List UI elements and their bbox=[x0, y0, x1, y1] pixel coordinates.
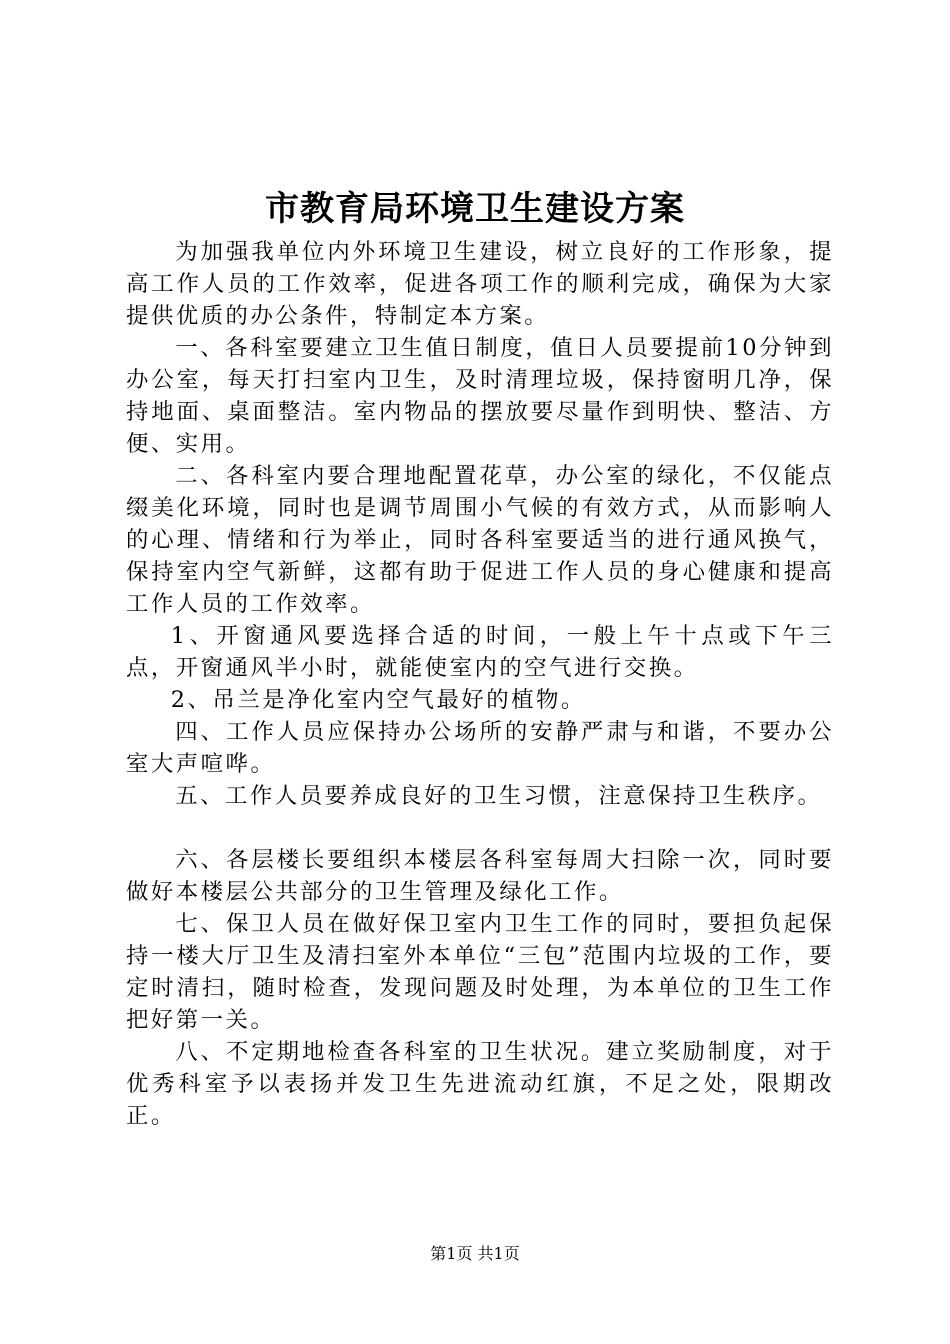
section-five-paragraph: 五、工作人员要养成良好的卫生习惯，注意保持卫生秩序。 bbox=[175, 783, 823, 809]
document-title: 市教育局环境卫生建设方案 bbox=[265, 189, 685, 229]
section-one-paragraph: 一、各科室要建立卫生值日制度，值日人员要提前10分钟到办公室，每天打扫室内卫生，及时清理垃圾，保持窗明几净，保持地面、桌面整洁。室内物品的摆放要尽量作到明快、整洁、方便、实用。 bbox=[126, 335, 834, 457]
page-footer: 第1页 共1页 bbox=[430, 1244, 520, 1263]
section-four-paragraph: 四、工作人员应保持办公场所的安静严肃与和谐，不要办公室大声喧哗。 bbox=[126, 719, 834, 777]
document-body bbox=[126, 236, 834, 1132]
item-two-paragraph: 2、吊兰是净化室内空气最好的植物。 bbox=[170, 687, 586, 713]
section-two-paragraph: 二、各科室内要合理地配置花草，办公室的绿化，不仅能点缀美化环境，同时也是调节周围小气候的有效方式，从而影响人的心理、情绪和行为举止，同时各科室要适当的进行通风换气，保持室内空气新鲜，这都有助于促进工作人员的身心健康和提高工作人员的工作效率。 bbox=[126, 463, 834, 617]
section-seven-paragraph: 七、保卫人员在做好保卫室内卫生工作的同时，要担负起保持一楼大厅卫生及清扫室外本单位“三包”范围内垃圾的工作，要定时清扫，随时检查，发现问题及时处理，为本单位的卫生工作把好第一关。 bbox=[126, 911, 834, 1033]
section-six-paragraph: 六、各层楼长要组织本楼层各科室每周大扫除一次，同时要做好本楼层公共部分的卫生管理及绿化工作。 bbox=[126, 847, 834, 905]
item-one-paragraph: 1、开窗通风要选择合适的时间，一般上午十点或下午三点，开窗通风半小时，就能使室内的空气进行交换。 bbox=[126, 623, 834, 681]
section-eight-paragraph: 八、不定期地检查各科室的卫生状况。建立奖励制度，对于优秀科室予以表扬并发卫生先进流动红旗，不足之处，限期改正。 bbox=[126, 1039, 834, 1129]
intro-paragraph: 为加强我单位内外环境卫生建设，树立良好的工作形象，提高工作人员的工作效率，促进各项工作的顺利完成，确保为大家提供优质的办公条件，特制定本方案。 bbox=[126, 239, 834, 329]
